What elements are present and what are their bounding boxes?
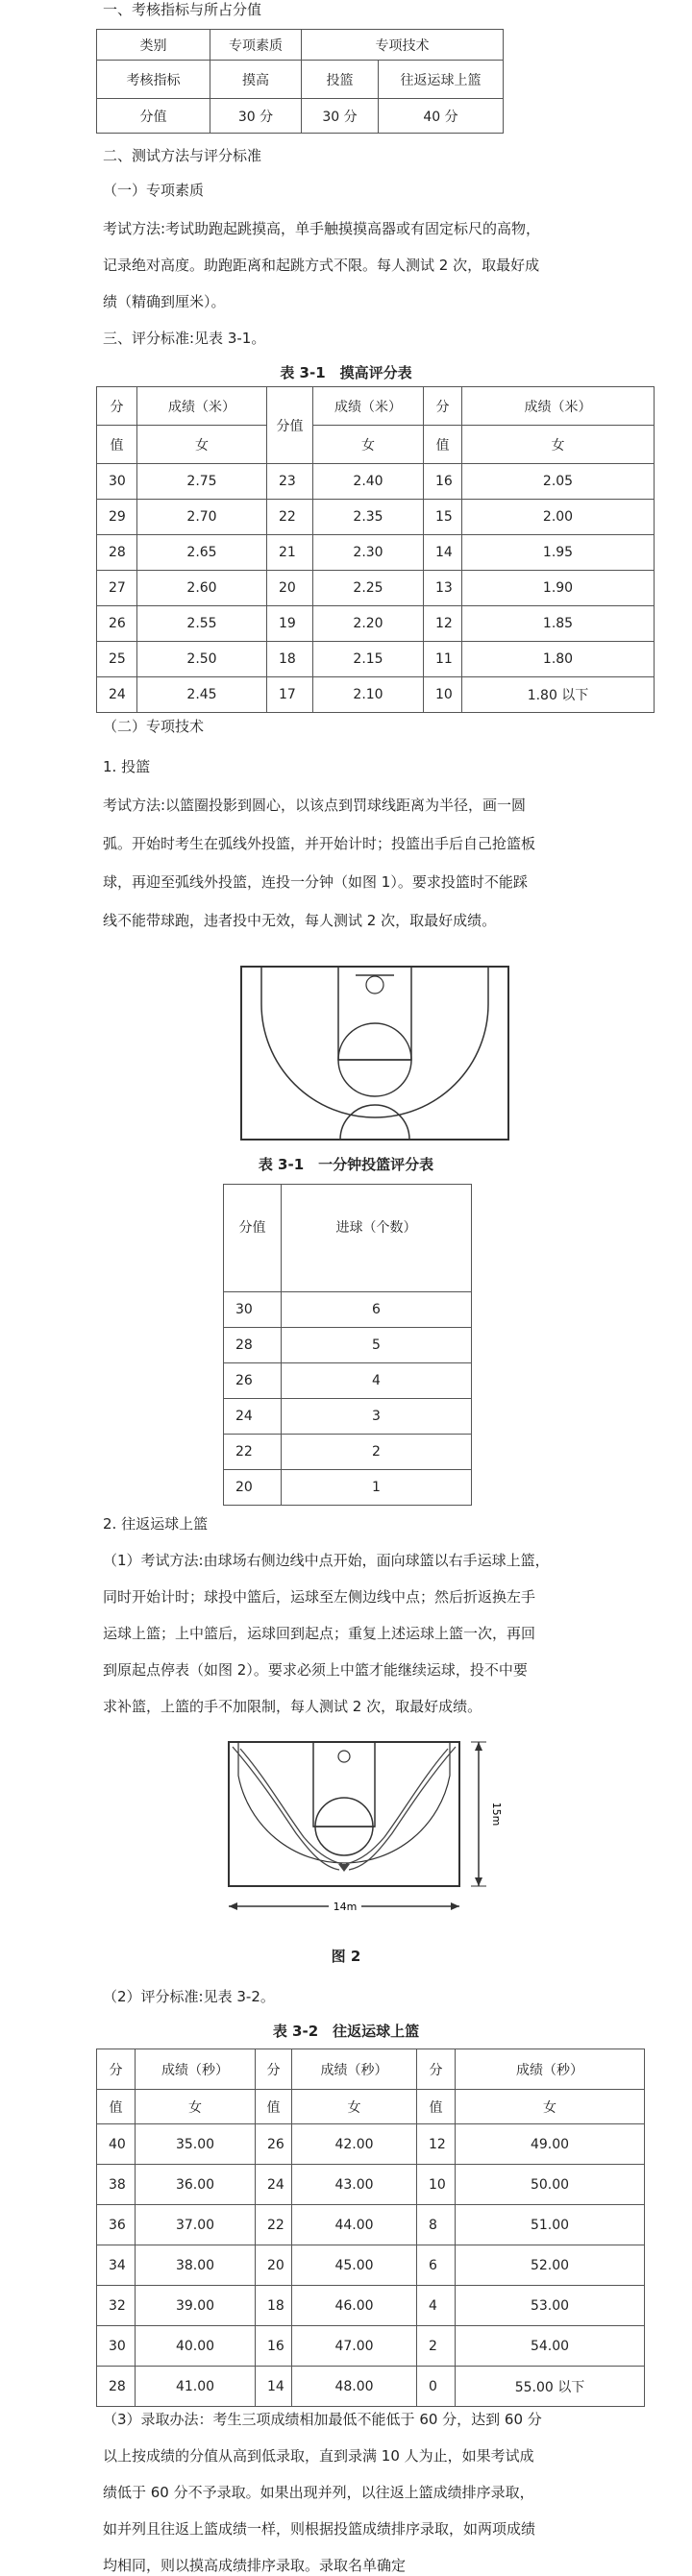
table-cell: 38.00 [136, 2245, 256, 2286]
table-cell: 54.00 [456, 2326, 645, 2367]
score-allocation-table [96, 29, 504, 134]
cell: 30 分 [302, 99, 379, 134]
item-heading: 1. 投篮 [103, 758, 151, 775]
cell: 40 分 [379, 99, 504, 134]
paragraph-line: 到原起点停表（如图 2）。要求必须上中篮才能继续运球，投不中要 [103, 1661, 528, 1679]
table-cell: 26 [97, 606, 137, 642]
table-cell: 2.45 [137, 677, 267, 713]
table-cell: 24 [256, 2165, 292, 2205]
table-cell: 8 [417, 2205, 456, 2245]
paragraph-line: 绩（精确到厘米）。 [103, 293, 226, 310]
table-cell: 2.10 [313, 677, 424, 713]
paragraph-line: 绩低于 60 分不予录取。如果出现并列，以往返上篮成绩排序录取， [103, 2484, 534, 2501]
header-cell: 分值 [224, 1185, 282, 1292]
table-cell: 40.00 [136, 2326, 256, 2367]
table-row [97, 2124, 645, 2165]
table-cell: 11 [424, 642, 462, 677]
table-cell: 0 [417, 2367, 456, 2407]
section1-heading: 一、考核指标与所占分值 [103, 1, 262, 18]
table-cell: 22 [224, 1435, 282, 1470]
table-cell: 2.55 [137, 606, 267, 642]
table-cell: 22 [256, 2205, 292, 2245]
header-cell: 成绩（米） [137, 387, 267, 426]
header-cell: 分值 [267, 387, 313, 464]
table-cell: 2.75 [137, 464, 267, 500]
criteria-line: 三、评分标准:见表 3-1。 [103, 330, 266, 347]
table-caption: 表 3-2 往返运球上篮 [272, 2023, 420, 2040]
cell: 摸高 [210, 61, 302, 99]
header-cell: 成绩（秒） [292, 2049, 417, 2090]
table-cell: 45.00 [292, 2245, 417, 2286]
paragraph-line: 球，再迎至弧线外投篮，连投一分钟（如图 1）。要求投篮时不能踩 [103, 873, 528, 891]
table-cell: 20 [256, 2245, 292, 2286]
criteria-line: （2）评分标准:见表 3-2。 [103, 1988, 275, 2005]
table-cell: 19 [267, 606, 313, 642]
header-cell: 值 [97, 2090, 136, 2124]
table-cell: 1 [282, 1470, 472, 1506]
table-cell: 43.00 [292, 2165, 417, 2205]
table-cell: 17 [267, 677, 313, 713]
header-cell: 分 [256, 2049, 292, 2090]
table-cell: 49.00 [456, 2124, 645, 2165]
table-cell: 40 [97, 2124, 136, 2165]
table-cell: 2.50 [137, 642, 267, 677]
table-cell: 13 [424, 571, 462, 606]
table-cell: 55.00 以下 [456, 2367, 645, 2407]
table-cell: 21 [267, 535, 313, 571]
subsection-heading: （一）专项素质 [103, 182, 205, 199]
figure1-court-diagram [240, 966, 509, 1141]
header-cell: 分 [97, 2049, 136, 2090]
table-cell: 29 [97, 500, 137, 535]
paragraph-line: 记录绝对高度。助跑距离和起跳方式不限。每人测试 2 次，取最好成 [103, 257, 540, 274]
table-cell: 10 [417, 2165, 456, 2205]
table-cell: 28 [97, 535, 137, 571]
figure-caption: 图 2 [331, 1948, 361, 1965]
table-cell: 34 [97, 2245, 136, 2286]
paragraph-line: 线不能带球跑，违者投中无效，每人测试 2 次，取最好成绩。 [103, 912, 497, 929]
cell: 考核指标 [97, 61, 210, 99]
header-cell: 成绩（米） [462, 387, 655, 426]
table-cell: 2.70 [137, 500, 267, 535]
shooting-score-table [223, 1184, 472, 1506]
table-cell: 5 [282, 1328, 472, 1363]
table-cell: 1.80 以下 [462, 677, 655, 713]
table-cell: 30 [97, 2326, 136, 2367]
table-cell: 28 [97, 2367, 136, 2407]
table-cell: 27 [97, 571, 137, 606]
table-cell: 24 [224, 1399, 282, 1435]
table-cell: 48.00 [292, 2367, 417, 2407]
table-cell: 14 [424, 535, 462, 571]
table-row [97, 2286, 645, 2326]
cell: 专项技术 [302, 30, 504, 61]
table-cell: 53.00 [456, 2286, 645, 2326]
table-row [97, 2205, 645, 2245]
table-cell: 50.00 [456, 2165, 645, 2205]
table-cell: 2.40 [313, 464, 424, 500]
header-cell: 女 [456, 2090, 645, 2124]
table-caption: 表 3-1 摸高评分表 [280, 364, 412, 381]
paragraph-line: 运球上篮；上中篮后，运球回到起点；重复上述运球上篮一次，再回 [103, 1625, 536, 1642]
table-body [97, 2124, 645, 2407]
paragraph-line: 求补篮，上篮的手不加限制，每人测试 2 次，取最好成绩。 [103, 1698, 482, 1715]
table-cell: 2.15 [313, 642, 424, 677]
paragraph-line: 如并列且往返上篮成绩一样，则根据投篮成绩排序录取，如两项成绩 [103, 2520, 536, 2538]
figure2-dribble-diagram [219, 1737, 517, 1929]
table-cell: 36.00 [136, 2165, 256, 2205]
table-cell: 25 [97, 642, 137, 677]
table-cell: 2.25 [313, 571, 424, 606]
table-cell: 52.00 [456, 2245, 645, 2286]
table-cell: 2.00 [462, 500, 655, 535]
table-cell: 2.20 [313, 606, 424, 642]
table-cell: 18 [267, 642, 313, 677]
table-cell: 36 [97, 2205, 136, 2245]
table-cell: 1.80 [462, 642, 655, 677]
header-cell: 分 [97, 387, 137, 426]
table-row [224, 1363, 472, 1399]
table-row [97, 2165, 645, 2205]
table-cell: 14 [256, 2367, 292, 2407]
cell: 30 分 [210, 99, 302, 134]
paragraph-line: （3）录取办法：考生三项成绩相加最低不能低于 60 分，达到 60 分 [103, 2411, 542, 2428]
table-cell: 28 [224, 1328, 282, 1363]
table-row [97, 642, 655, 677]
header-cell: 女 [462, 426, 655, 464]
table-cell: 4 [417, 2286, 456, 2326]
table-row [97, 500, 655, 535]
table-row [97, 2245, 645, 2286]
table-cell: 2 [417, 2326, 456, 2367]
table-cell: 38 [97, 2165, 136, 2205]
table-cell: 2 [282, 1435, 472, 1470]
table-cell: 12 [417, 2124, 456, 2165]
paragraph-line: 同时开始计时；球投中篮后，运球至左侧边线中点；然后折返换左手 [103, 1588, 536, 1606]
table-row [224, 1328, 472, 1363]
cell: 类别 [97, 30, 210, 61]
paragraph-line: 弧。开始时考生在弧线外投篮，并开始计时；投篮出手后自己抢篮板 [103, 835, 536, 852]
table-cell: 35.00 [136, 2124, 256, 2165]
table-cell: 47.00 [292, 2326, 417, 2367]
header-cell: 值 [417, 2090, 456, 2124]
table-cell: 24 [97, 677, 137, 713]
dribble-layup-score-table [96, 2049, 645, 2407]
table-row [97, 2326, 645, 2367]
table-cell: 22 [267, 500, 313, 535]
table-cell: 12 [424, 606, 462, 642]
paragraph-line: 考试方法:考试助跑起跳摸高，单手触摸摸高器或有固定标尺的高物， [103, 220, 541, 237]
table-cell: 26 [224, 1363, 282, 1399]
table-row [224, 1470, 472, 1506]
table-cell: 26 [256, 2124, 292, 2165]
paragraph-line: 均相同，则以摸高成绩排序录取。录取名单确定 [103, 2557, 407, 2574]
table-cell: 20 [224, 1470, 282, 1506]
table-row [224, 1399, 472, 1435]
paragraph-line: （1）考试方法:由球场右侧边线中点开始，面向球篮以右手运球上篮， [103, 1552, 550, 1569]
table-row [224, 1292, 472, 1328]
high-touch-score-table [96, 386, 655, 713]
header-cell: 女 [136, 2090, 256, 2124]
table-cell: 1.95 [462, 535, 655, 571]
table-cell: 6 [282, 1292, 472, 1328]
paragraph-line: 考试方法:以篮圈投影到圆心，以该点到罚球线距离为半径，画一圆 [103, 797, 527, 814]
table-cell: 51.00 [456, 2205, 645, 2245]
table-cell: 46.00 [292, 2286, 417, 2326]
table-cell: 39.00 [136, 2286, 256, 2326]
table-cell: 20 [267, 571, 313, 606]
table-row [97, 2367, 645, 2407]
header-cell: 分 [417, 2049, 456, 2090]
header-cell: 成绩（米） [313, 387, 424, 426]
table-row [97, 464, 655, 500]
table-cell: 30 [97, 464, 137, 500]
dimension-label: 15m [490, 1802, 503, 1827]
table-cell: 10 [424, 677, 462, 713]
dimension-label: 14m [333, 1901, 358, 1913]
cell: 往返运球上篮 [379, 61, 504, 99]
header-cell: 成绩（秒） [456, 2049, 645, 2090]
header-cell: 女 [292, 2090, 417, 2124]
table-row [97, 606, 655, 642]
subsection-heading: （二）专项技术 [103, 718, 205, 735]
table-cell: 1.85 [462, 606, 655, 642]
table-cell: 18 [256, 2286, 292, 2326]
cell: 投篮 [302, 61, 379, 99]
section2-heading: 二、测试方法与评分标准 [103, 147, 262, 164]
cell: 分值 [97, 99, 210, 134]
table-row [224, 1435, 472, 1470]
paragraph-line: 以上按成绩的分值从高到低录取，直到录满 10 人为止，如果考试成 [103, 2447, 534, 2465]
table-cell: 2.30 [313, 535, 424, 571]
header-cell: 女 [313, 426, 424, 464]
table-cell: 2.05 [462, 464, 655, 500]
table-cell: 2.35 [313, 500, 424, 535]
cell: 专项素质 [210, 30, 302, 61]
header-cell: 成绩（秒） [136, 2049, 256, 2090]
table-cell: 32 [97, 2286, 136, 2326]
table-cell: 4 [282, 1363, 472, 1399]
header-cell: 分 [424, 387, 462, 426]
table-cell: 1.90 [462, 571, 655, 606]
table-cell: 15 [424, 500, 462, 535]
table-cell: 37.00 [136, 2205, 256, 2245]
table-cell: 3 [282, 1399, 472, 1435]
table-cell: 42.00 [292, 2124, 417, 2165]
table-cell: 2.65 [137, 535, 267, 571]
table-body [224, 1292, 472, 1506]
header-cell: 值 [256, 2090, 292, 2124]
table-row [97, 571, 655, 606]
header-cell: 值 [424, 426, 462, 464]
table-cell: 16 [256, 2326, 292, 2367]
header-cell: 进球（个数） [282, 1185, 472, 1292]
table-cell: 16 [424, 464, 462, 500]
item-heading: 2. 往返运球上篮 [103, 1515, 209, 1533]
table-caption: 表 3-1 一分钟投篮评分表 [258, 1156, 434, 1173]
header-cell: 值 [97, 426, 137, 464]
table-cell: 30 [224, 1292, 282, 1328]
table-cell: 44.00 [292, 2205, 417, 2245]
table-row [97, 677, 655, 713]
table-cell: 23 [267, 464, 313, 500]
table-row [97, 535, 655, 571]
header-cell: 女 [137, 426, 267, 464]
table-cell: 6 [417, 2245, 456, 2286]
table-cell: 2.60 [137, 571, 267, 606]
table-cell: 41.00 [136, 2367, 256, 2407]
table-body [97, 464, 655, 713]
